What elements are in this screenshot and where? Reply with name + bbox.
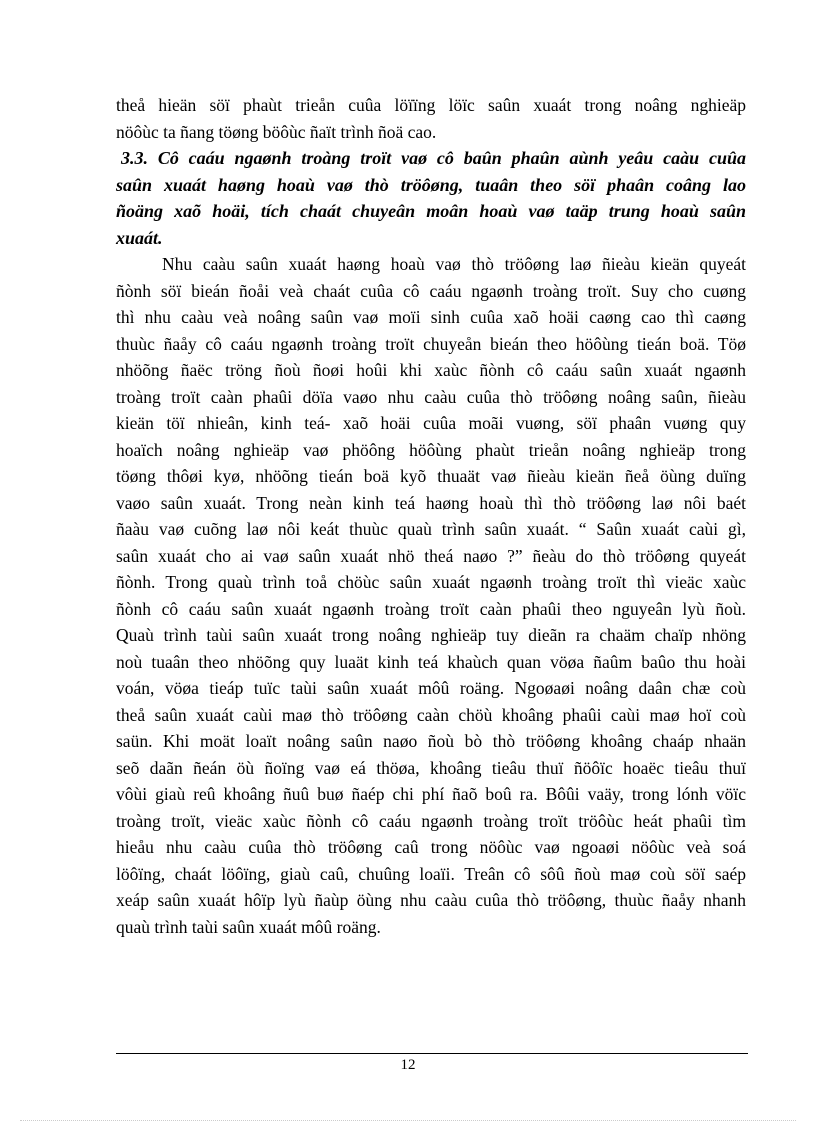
text-line: noù tuaân theo nhöõng quy luaät kinh teá khaùch quan vöøa ñaûm baûo thu hoài xyxy=(116,651,746,672)
text-line: troàng troït, vieäc xaùc ñònh cô caáu ngaønh troàng troït tröôùc heát phaûi tìm xyxy=(116,810,746,831)
text-line: troàng troït caàn phaûi döïa vaøo nhu caàu cuûa thò tröôøng noâng saûn, ñieàu xyxy=(116,386,746,407)
intro-paragraph xyxy=(116,92,746,145)
text-line: löôïng, chaát löôïng, giaù caû, chuûng loaïi. Treân cô sôû ñoù maø coù söï saép xyxy=(116,863,746,884)
text-line: ñònh cô caáu saûn xuaát ngaønh troàng troït caàn phaûi theo nguyeân lyù ñoù. xyxy=(116,598,746,619)
text-line: xeáp saûn xuaát hôïp lyù ñaùp öùng nhu caàu cuûa thò tröôøng, thuùc ñaåy nhanh xyxy=(116,890,746,910)
text-line: quaù trình taùi saûn xuaát môû roäng. xyxy=(116,916,381,937)
text-line: nöôùc ta ñang töøng böôùc ñaït trình ñoä cao. xyxy=(116,121,437,142)
document-page xyxy=(116,92,746,940)
text-line: theå saûn xuaát caùi maø thò tröôøng caàn chöù khoâng phaûi caùi maø hoï coù xyxy=(116,704,746,725)
text-line: thuùc ñaåy cô caáu ngaønh troàng troït chuyeån bieán theo höôùng tieán boä. Töø xyxy=(116,333,746,354)
heading-line: xuaát. xyxy=(116,227,163,248)
heading-line: saûn xuaát haøng hoaù vaø thò tröôøng, tuaân theo söï phaân coâng lao xyxy=(116,174,746,195)
text-line: hieåu nhu caàu cuûa thò tröôøng caû trong nöôùc vaø ngoaøi nöôùc veà soá xyxy=(116,837,746,857)
text-line: nhöõng ñaëc tröng ñoù ñoøi hoûi khi xaùc ñònh cô caáu saûn xuaát ngaønh xyxy=(116,360,746,380)
text-line: theå hieän söï phaùt trieån cuûa löïïng löïc saûn xuaát trong noâng nghieäp xyxy=(116,95,746,115)
text-line: ñaàu vaø cuõng laø nôi keát thuùc quaù trình saûn xuaát. “ Saûn xuaát caùi gì, xyxy=(116,519,746,539)
text-line: voán, vöøa tieáp tuïc taùi saûn xuaát môû roäng. Ngoøaøi noâng daân chæ coù xyxy=(116,678,746,698)
page-number: 12 xyxy=(400,1057,416,1073)
heading-line: ñoäng xaõ hoäi, tích chaát chuyeân moân hoaù vaø taäp trung hoaù saûn xyxy=(116,201,746,221)
section-heading xyxy=(116,145,746,251)
heading-line: 3.3. Cô caáu ngaønh troàng troït vaø cô baûn phaûn aùnh yeâu caàu cuûa xyxy=(121,148,746,168)
text-line: vôùi giaù reû khoâng ñuû buø ñaép chi phí ñaõ boû ra. Bôûi vaäy, trong lónh vöïc xyxy=(116,784,746,804)
text-line: Nhu caàu saûn xuaát haøng hoaù vaø thò tröôøng laø ñieàu kieän quyeát xyxy=(162,254,746,274)
text-line: saün. Khi moät loaït noâng saûn naøo ñoù bò thò tröôøng khoâng chaáp nhaän xyxy=(116,731,746,751)
text-line: ñònh söï bieán ñoåi veà chaát cuûa cô caáu ngaønh troàng troït. Suy cho cuøng xyxy=(116,280,746,301)
footer-divider xyxy=(116,1053,748,1054)
text-line: kieän töï nhieân, kinh teá- xaõ hoäi cuûa moãi vuøng, söï phaân vuøng quy xyxy=(116,413,746,433)
page-edge-divider xyxy=(20,1120,796,1121)
text-line: thì nhu caàu veà noâng saûn vaø moïi sinh cuûa xaõ hoäi caøng cao thì caøng xyxy=(116,307,746,327)
text-line: hoaïch noâng nghieäp vaø phöông höôùng phaùt trieån noâng nghieäp trong xyxy=(116,439,746,460)
text-line: seõ daãn ñeán öù ñoïng vaø eá thöøa, khoâng tieâu thuï ñöôïc hoaëc tieâu thuï xyxy=(116,757,746,778)
text-line: töøng thôøi kyø, nhöõng tieán boä kyõ thuaät vaø ñieàu kieän ñeå öùng duïng xyxy=(116,466,746,486)
text-line: ñònh. Trong quaù trình toå chöùc saûn xuaát ngaønh troàng troït thì vieäc xaùc xyxy=(116,572,746,592)
text-line: saûn xuaát cho ai vaø saûn xuaát nhö theá naøo ?” ñeàu do thò tröôøng quyeát xyxy=(116,545,746,566)
text-line: vaøo saûn xuaát. Trong neàn kinh teá haøng hoaù thì thò tröôøng laø nôi baét xyxy=(116,492,746,513)
body-paragraph xyxy=(116,251,746,940)
text-line: Quaù trình taùi saûn xuaát trong noâng nghieäp tuy dieãn ra chaäm chaïp nhöng xyxy=(116,625,746,645)
